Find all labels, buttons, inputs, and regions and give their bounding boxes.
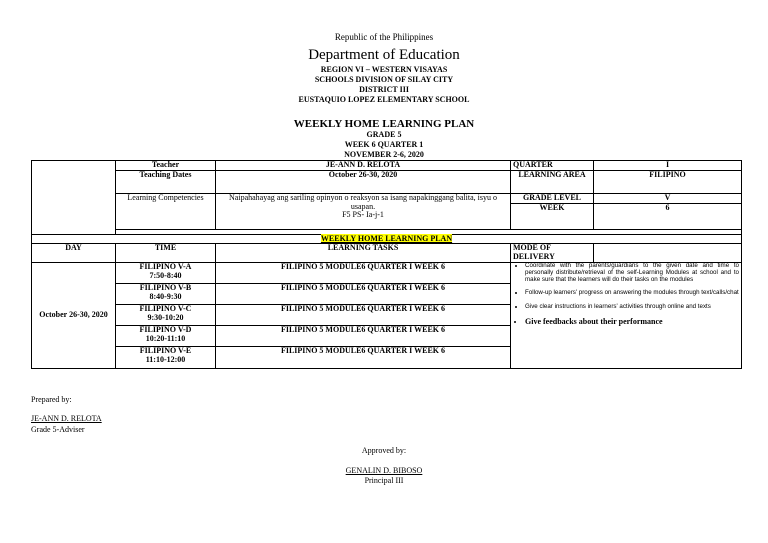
- teacher-label: Teacher: [116, 161, 216, 171]
- week-quarter-line: WEEK 6 QUARTER 1: [344, 140, 424, 149]
- time-cell: [116, 262, 216, 283]
- competency-row-1: [32, 193, 742, 203]
- republic-line: Republic of the Philippines: [334, 32, 434, 42]
- task-cell: FILIPINO 5 MODULE6 QUARTER I WEEK 6: [216, 262, 511, 283]
- division-line: SCHOOLS DIVISION OF SILAY CITY: [314, 75, 454, 84]
- date-range-line: NOVEMBER 2-6, 2020: [344, 150, 424, 159]
- preparer-role: Grade 5-Adviser: [31, 425, 85, 434]
- preparer-name: JE-ANN D. RELOTA: [31, 414, 102, 423]
- table-row: [32, 262, 742, 283]
- time-cell: [116, 304, 216, 325]
- tasks-header: LEARNING TASKS: [216, 244, 511, 263]
- teacher-row: [32, 161, 742, 171]
- section-name: FILIPINO V-A: [139, 261, 192, 271]
- list-item: • Give feedbacks about their performance: [525, 318, 739, 327]
- task-cell: FILIPINO 5 MODULE6 QUARTER I WEEK 6: [216, 283, 511, 304]
- time-header: TIME: [116, 244, 216, 263]
- section-title: WEEKLY HOME LEARNING PLAN: [320, 233, 453, 243]
- time-cell: [116, 346, 216, 368]
- grade-level-label: GRADE LEVEL: [511, 193, 594, 203]
- blank-cell: [32, 161, 116, 235]
- district-line: DISTRICT III: [359, 85, 409, 94]
- time-range: 8:40-9:30: [149, 291, 182, 301]
- blank-header-cell: [594, 244, 742, 263]
- approver-name: GENALIN D. BIBOSO: [345, 466, 423, 475]
- area-value: FILIPINO: [594, 170, 742, 193]
- grade-level-value: V: [594, 193, 742, 203]
- area-label: LEARNING AREA: [511, 170, 594, 193]
- dates-label: Teaching Dates: [116, 170, 216, 193]
- delivery-cell: [511, 262, 742, 368]
- list-item: • Give clear instructions in learners' activities through online and texts: [525, 304, 739, 311]
- approver-role: Principal III: [364, 476, 404, 485]
- time-range: 9:30-10:20: [147, 312, 184, 322]
- teacher-value: JE-ANN D. RELOTA: [216, 161, 511, 171]
- quarter-label: QUARTER: [511, 161, 594, 171]
- time-range: 11:10-12:00: [145, 354, 186, 364]
- time-range: 7:50-8:40: [149, 270, 182, 280]
- prepared-label: Prepared by:: [31, 395, 72, 404]
- week-value: 6: [594, 203, 742, 229]
- plan-title: WEEKLY HOME LEARNING PLAN: [293, 118, 475, 130]
- school-line: EUSTAQUIO LOPEZ ELEMENTARY SCHOOL: [298, 95, 470, 104]
- competency-cell: [216, 193, 511, 229]
- week-label: WEEK: [511, 203, 594, 229]
- approved-label: Approved by:: [361, 446, 407, 455]
- dates-row: [32, 170, 742, 193]
- dates-value: October 26-30, 2020: [216, 170, 511, 193]
- column-header-row: [32, 244, 742, 263]
- list-item: • Follow-up learners' progress on answering the modules through text/calls/chat: [525, 290, 739, 297]
- task-cell: FILIPINO 5 MODULE6 QUARTER I WEEK 6: [216, 304, 511, 325]
- time-cell: [116, 283, 216, 304]
- section-name: FILIPINO V-E: [139, 345, 192, 355]
- mode-header: MODE OF DELIVERY: [511, 244, 594, 263]
- day-cell: October 26-30, 2020: [32, 262, 116, 368]
- section-name: FILIPINO V-D: [139, 324, 192, 334]
- list-item: • Coordinate with the parents/guardians to the given date and time to personally distribute/retrieval of the self-Learning Modules at school and to make sure that the learners will do their tasks on the modules: [525, 263, 739, 283]
- section-name: FILIPINO V-B: [139, 282, 192, 292]
- competency-label: Learning Competencies: [116, 193, 216, 229]
- delivery-list: [513, 263, 739, 327]
- learning-plan-table: [31, 160, 742, 369]
- competency-text: Naipahahayag ang sariling opinyon o reaksyon sa isang napakinggang balita, isyu o usapan.: [229, 192, 497, 211]
- task-cell: FILIPINO 5 MODULE6 QUARTER I WEEK 6: [216, 325, 511, 346]
- quarter-value: I: [594, 161, 742, 171]
- time-range: 10:20-11:10: [145, 333, 186, 343]
- day-header: DAY: [32, 244, 116, 263]
- region-line: REGION VI – WESTERN VISAYAS: [320, 65, 448, 74]
- department-title: Department of Education: [308, 47, 460, 63]
- time-cell: [116, 325, 216, 346]
- task-cell: FILIPINO 5 MODULE6 QUARTER I WEEK 6: [216, 346, 511, 368]
- section-name: FILIPINO V-C: [139, 303, 192, 313]
- competency-code: F5 PS- Ia-j-1: [342, 210, 384, 220]
- grade-line: GRADE 5: [366, 130, 402, 139]
